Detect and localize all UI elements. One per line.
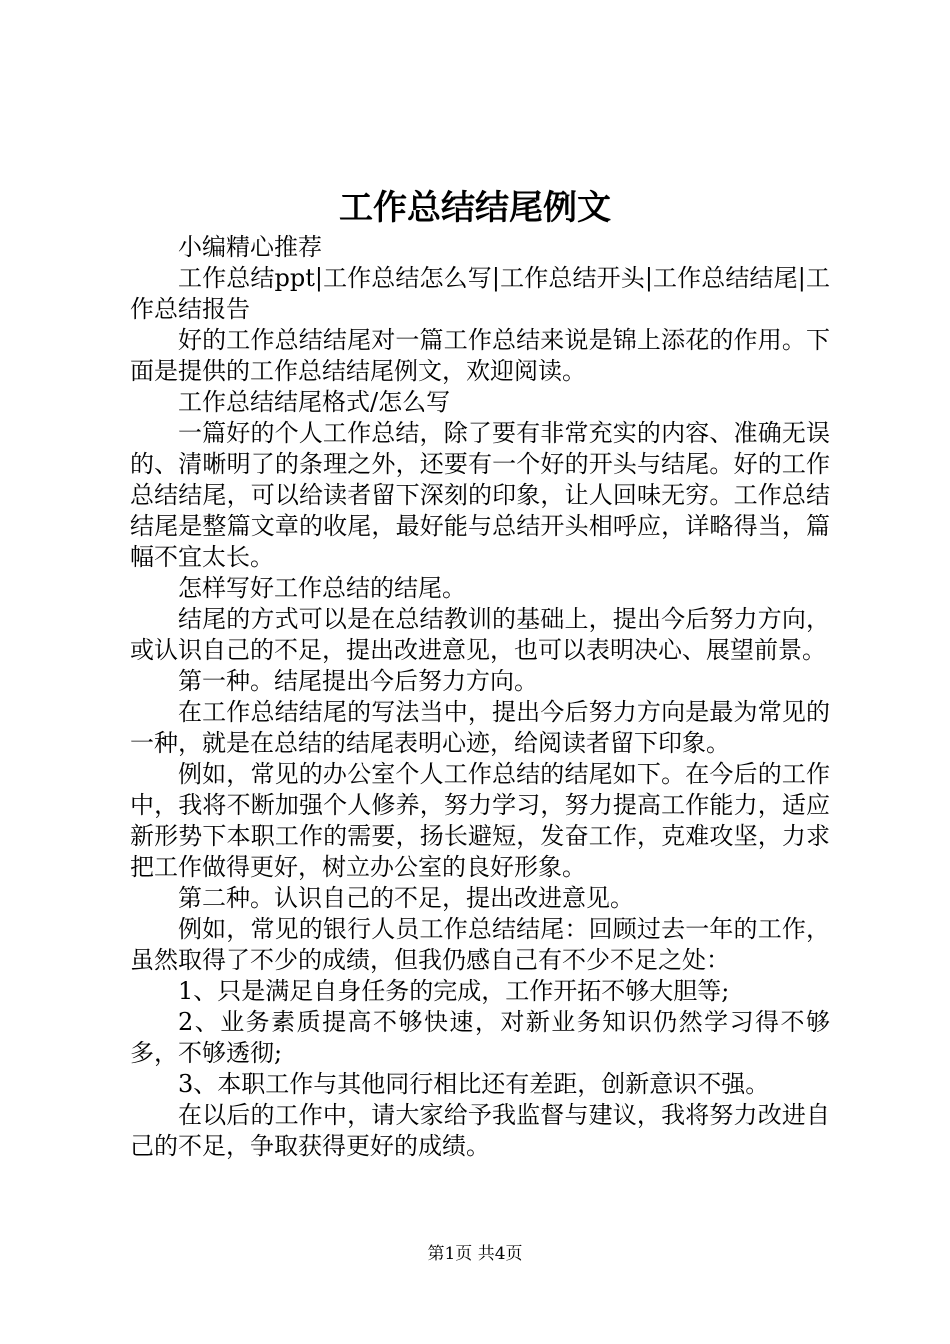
paragraph-links: 工作总结ppt|工作总结怎么写|工作总结开头|工作总结结尾|工作总结报告 xyxy=(130,264,830,323)
paragraph-intro: 好的工作总结结尾对一篇工作总结来说是锦上添花的作用。下面是提供的工作总结结尾例文，欢迎阅读。 xyxy=(130,326,830,385)
paragraph-first-example: 例如，常见的办公室个人工作总结的结尾如下。在今后的工作中，我将不断加强个人修养，努力学习，努力提高工作能力，适应新形势下本职工作的需要，扬长避短，发奋工作，克难攻坚，力求把工作做得更好，树立办公室的良好形象。 xyxy=(130,760,830,881)
paragraph-methods: 结尾的方式可以是在总结教训的基础上，提出今后努力方向，或认识自己的不足，提出改进意见，也可以表明决心、展望前景。 xyxy=(130,605,830,664)
paragraph-heading-first: 第一种。结尾提出今后努力方向。 xyxy=(178,667,538,695)
page-number: 第1页 共4页 xyxy=(427,1244,523,1264)
paragraph-heading-second: 第二种。认识自己的不足，提出改进意见。 xyxy=(178,884,634,912)
document-body xyxy=(130,232,830,1162)
paragraph-point-1: 1、只是满足自身任务的完成，工作开拓不够大胆等; xyxy=(178,977,730,1005)
document-title: 工作总结结尾例文 xyxy=(339,188,611,228)
paragraph-heading-format: 工作总结结尾格式/怎么写 xyxy=(178,388,451,416)
paragraph-format-body: 一篇好的个人工作总结，除了要有非常充实的内容、准确无误的、清晰明了的条理之外，还要有一个好的开头与结尾。好的工作总结结尾，可以给读者留下深刻的印象，让人回味无穷。工作总结结尾是整篇文章的收尾，最好能与总结开头相呼应，详略得当，篇幅不宜太长。 xyxy=(130,419,830,571)
paragraph-closing: 在以后的工作中，请大家给予我监督与建议，我将努力改进自己的不足，争取获得更好的成绩。 xyxy=(130,1101,830,1160)
paragraph-point-2: 2、业务素质提高不够快速，对新业务知识仍然学习得不够多，不够透彻; xyxy=(130,1008,830,1067)
paragraph-first-body: 在工作总结结尾的写法当中，提出今后努力方向是最为常见的一种，就是在总结的结尾表明心迹，给阅读者留下印象。 xyxy=(130,698,830,757)
paragraph-recommend: 小编精心推荐 xyxy=(178,233,322,261)
paragraph-point-3: 3、本职工作与其他同行相比还有差距，创新意识不强。 xyxy=(178,1070,770,1098)
paragraph-second-example: 例如，常见的银行人员工作总结结尾：回顾过去一年的工作，虽然取得了不少的成绩，但我仍感自己有不少不足之处： xyxy=(130,915,830,974)
paragraph-heading-how: 怎样写好工作总结的结尾。 xyxy=(178,574,466,602)
